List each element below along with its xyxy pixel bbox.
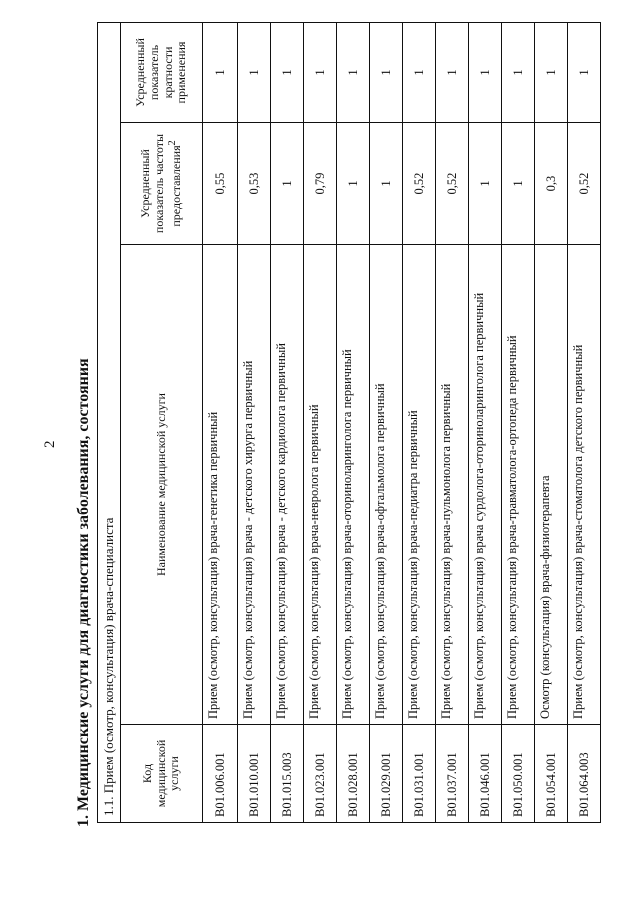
table-row — [370, 22, 403, 822]
row-code: B01.010.001 — [238, 725, 271, 823]
row-name: Прием (осмотр, консультация) врача-стоматолога детского первичный — [568, 245, 601, 725]
row-name: Прием (осмотр, консультация) врача-невролога первичный — [304, 245, 337, 725]
row-code: B01.029.001 — [370, 725, 403, 823]
table-row — [337, 22, 370, 822]
row-frequency: 0,52 — [568, 123, 601, 245]
row-frequency: 0,52 — [436, 123, 469, 245]
row-name: Прием (осмотр, консультация) врача-пульмонолога первичный — [436, 245, 469, 725]
header-code: Код медицинской услуги — [121, 725, 203, 823]
row-name: Прием (осмотр, консультация) врача-травматолога-ортопеда первичный — [502, 245, 535, 725]
row-code: B01.046.001 — [469, 725, 502, 823]
row-frequency: 1 — [271, 123, 304, 245]
row-multiplicity: 1 — [370, 22, 403, 122]
row-multiplicity: 1 — [304, 22, 337, 122]
row-code: B01.064.003 — [568, 725, 601, 823]
subsection-row — [98, 22, 121, 822]
row-frequency: 1 — [337, 123, 370, 245]
row-multiplicity: 1 — [469, 22, 502, 122]
row-name: Прием (осмотр, консультация) врача-оториноларинголога первичный — [337, 245, 370, 725]
table-body — [203, 22, 601, 822]
table-row — [535, 22, 568, 822]
row-code: B01.054.001 — [535, 725, 568, 823]
row-name: Прием (осмотр, консультация) врача-офтальмолога первичный — [370, 245, 403, 725]
table-row — [304, 22, 337, 822]
row-frequency: 0,53 — [238, 123, 271, 245]
row-multiplicity: 1 — [271, 22, 304, 122]
row-frequency: 0,3 — [535, 123, 568, 245]
row-multiplicity: 1 — [337, 22, 370, 122]
page-number: 2 — [42, 440, 58, 448]
row-frequency: 0,55 — [203, 123, 238, 245]
table-row — [271, 22, 304, 822]
header-frequency — [121, 123, 203, 245]
row-frequency: 0,79 — [304, 123, 337, 245]
footnote-mark: 2 — [166, 140, 178, 146]
table-row — [203, 22, 238, 822]
row-name: Прием (осмотр, консультация) врача-педиатра первичный — [403, 245, 436, 725]
row-multiplicity: 1 — [535, 22, 568, 122]
row-multiplicity: 1 — [403, 22, 436, 122]
row-frequency: 1 — [502, 123, 535, 245]
row-name: Прием (осмотр, консультация) врача-генетика первичный — [203, 245, 238, 725]
table-row — [502, 22, 535, 822]
row-frequency: 1 — [370, 123, 403, 245]
row-name: Прием (осмотр, консультация) врача сурдолога-оториноларинголога первичный — [469, 245, 502, 725]
table-row — [436, 22, 469, 822]
row-code: B01.006.001 — [203, 725, 238, 823]
row-name: Прием (осмотр, консультация) врача - детского хирурга первичный — [238, 245, 271, 725]
table-row — [403, 22, 436, 822]
row-frequency: 1 — [469, 123, 502, 245]
row-code: B01.015.003 — [271, 725, 304, 823]
row-name: Прием (осмотр, консультация) врача - детского кардиолога первичный — [271, 245, 304, 725]
row-multiplicity: 1 — [502, 22, 535, 122]
table-row — [568, 22, 601, 822]
table-row — [238, 22, 271, 822]
row-multiplicity: 1 — [436, 22, 469, 122]
header-frequency-text: Усредненный показатель частоты предоставления — [138, 133, 183, 234]
subsection-title: 1.1. Прием (осмотр, консультация) врача-специалиста — [98, 22, 121, 822]
row-code: B01.037.001 — [436, 725, 469, 823]
row-frequency: 0,52 — [403, 123, 436, 245]
table-row — [469, 22, 502, 822]
services-table — [97, 22, 601, 823]
row-code: B01.050.001 — [502, 725, 535, 823]
header-name: Наименование медицинской услуги — [121, 245, 203, 725]
row-multiplicity: 1 — [568, 22, 601, 122]
row-code: B01.028.001 — [337, 725, 370, 823]
header-row — [121, 22, 203, 822]
row-multiplicity: 1 — [203, 22, 238, 122]
row-name: Осмотр (консультация) врача-физиотерапевта — [535, 245, 568, 725]
section-title: 1. Медицинские услуги для диагностики заболевания, состояния — [75, 358, 92, 827]
row-multiplicity: 1 — [238, 22, 271, 122]
row-code: B01.031.001 — [403, 725, 436, 823]
header-multiplicity: Усредненный показатель кратности применения — [121, 22, 203, 122]
row-code: B01.023.001 — [304, 725, 337, 823]
